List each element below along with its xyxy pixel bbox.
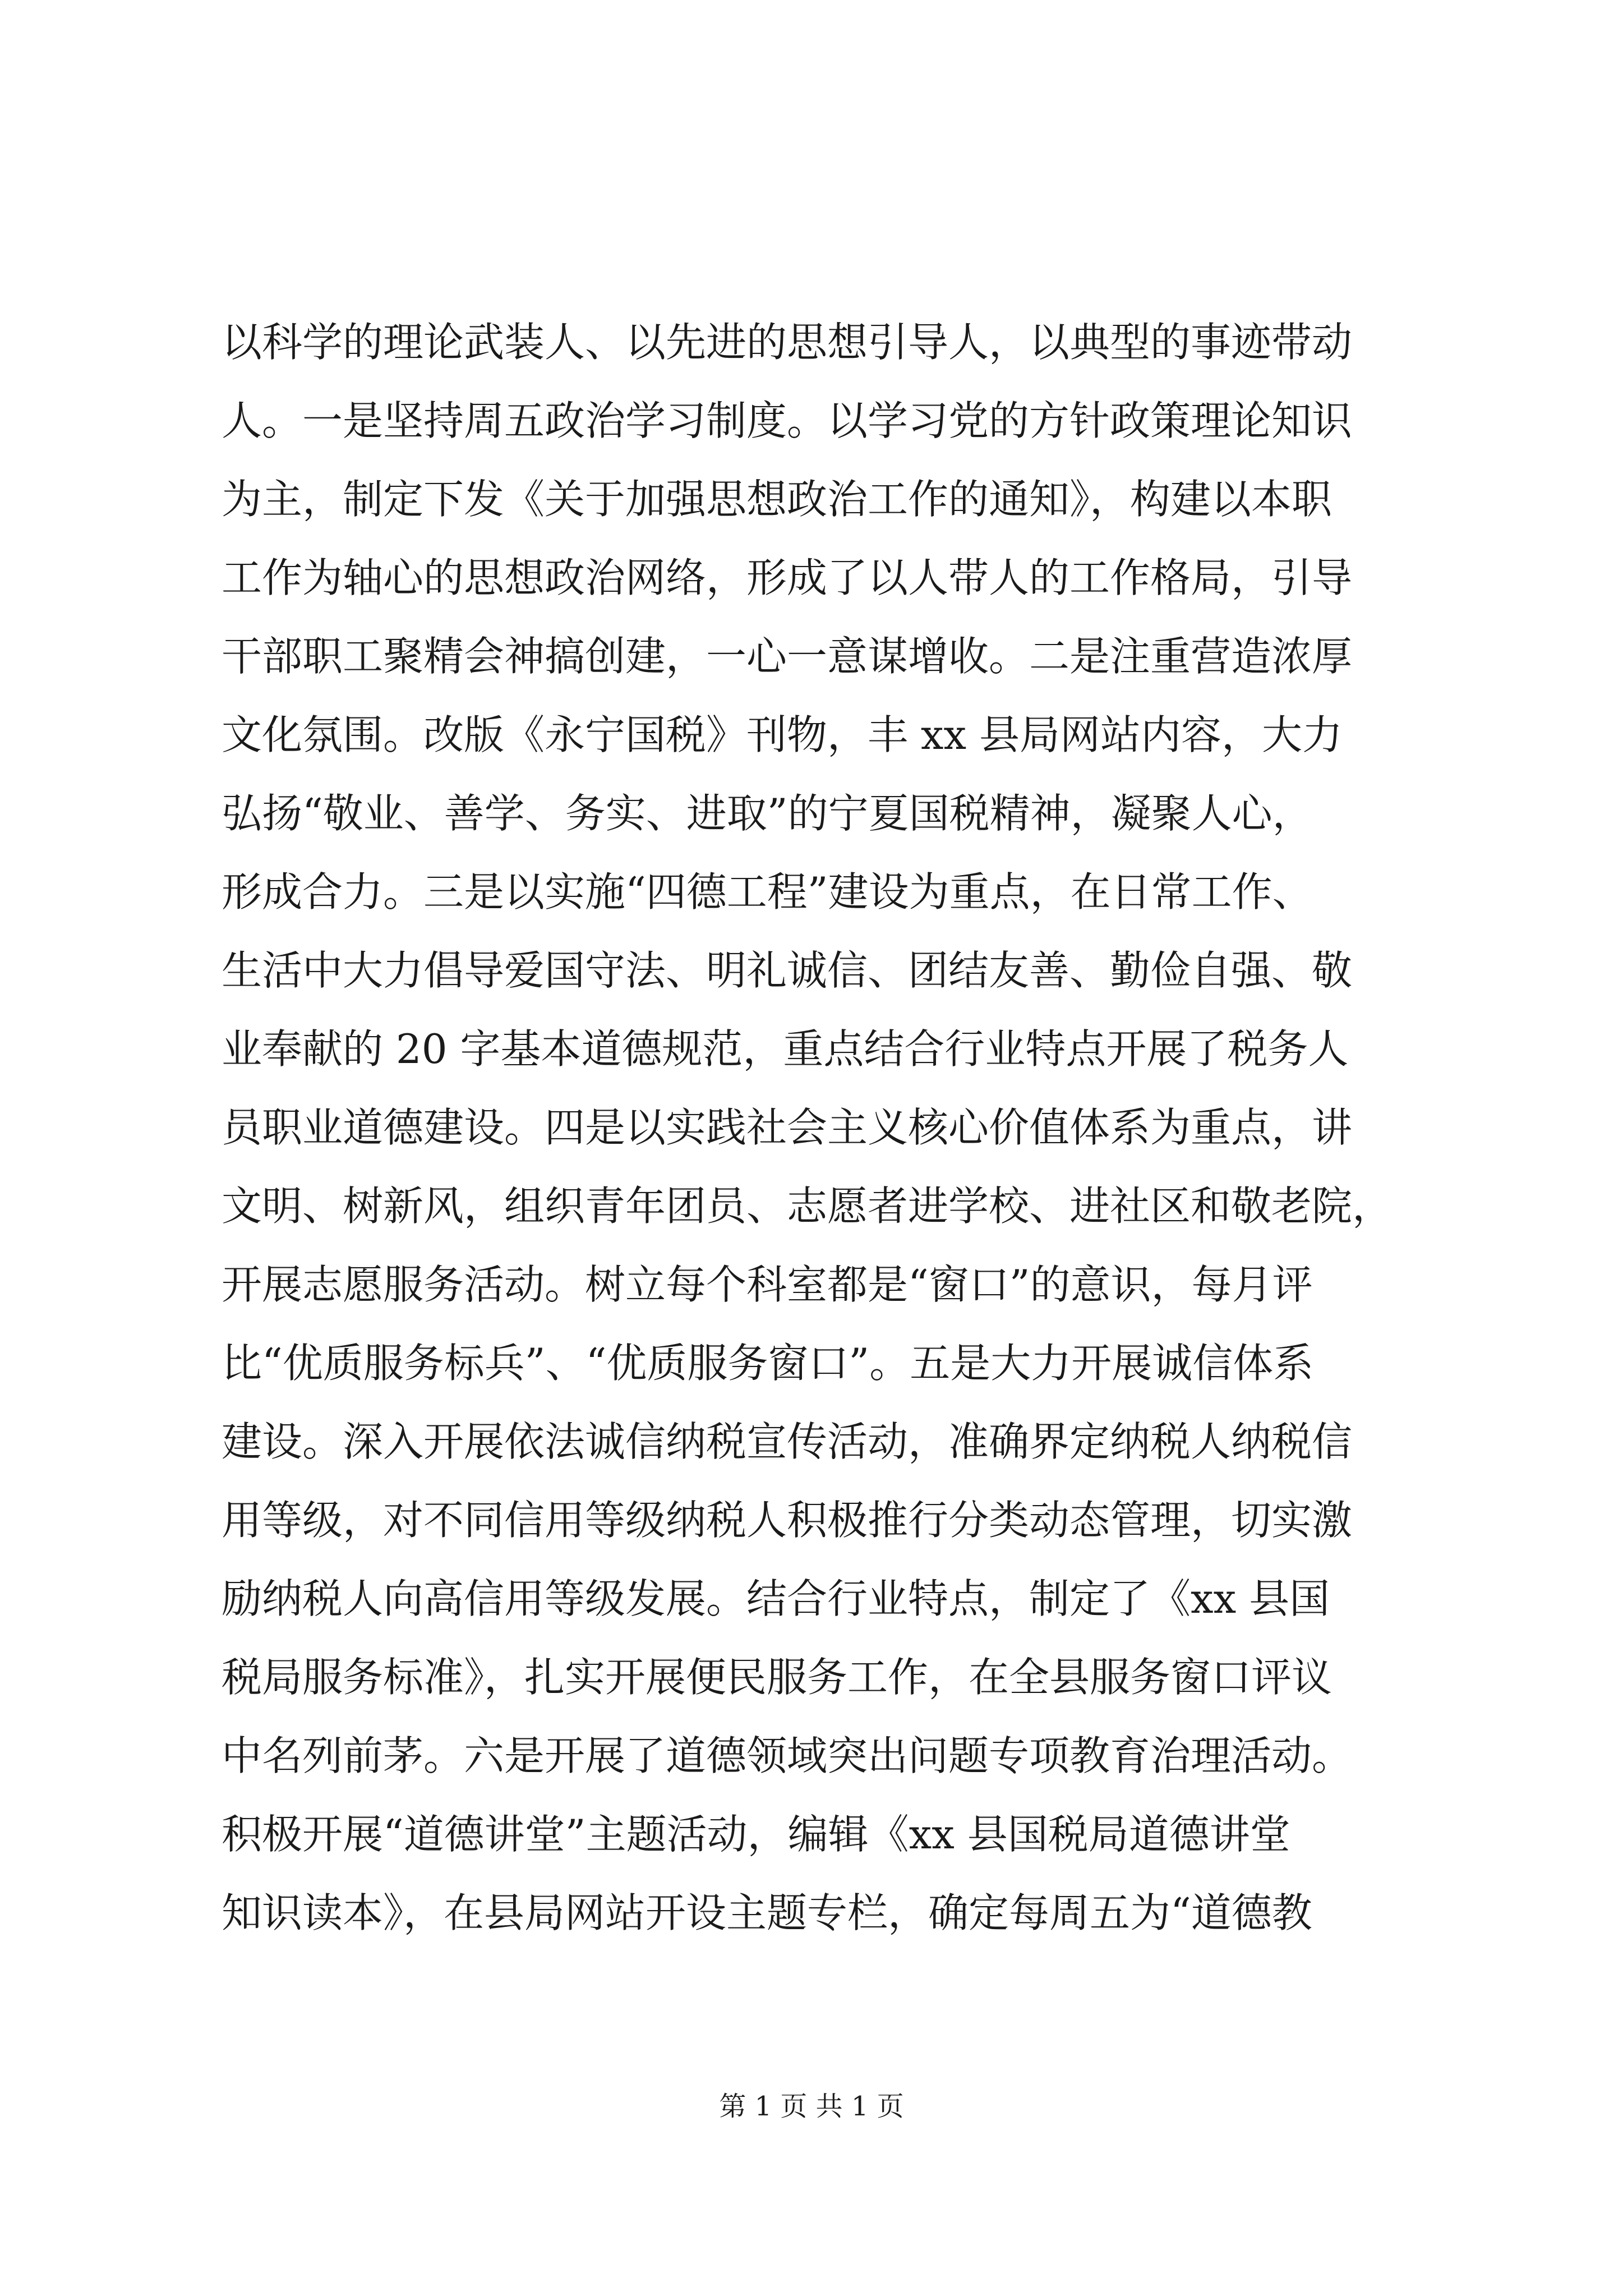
text-line: 税局服务标准》，扎实开展便民服务工作，在全县服务窗口评议: [222, 1654, 1332, 1701]
text-line: 干部职工聚精会神搞创建，一心一意谋增收。二是注重营造浓厚: [222, 633, 1353, 680]
text-line: 业奉献的 20 字基本道德规范，重点结合行业特点开展了税务人: [222, 1025, 1349, 1073]
text-line: 工作为轴心的思想政治网络，形成了以人带人的工作格局，引导: [222, 554, 1353, 601]
text-line: 用等级，对不同信用等级纳税人积极推行分类动态管理，切实激: [222, 1497, 1353, 1544]
text-line: 弘扬“敬业、善学、务实、进取”的宁夏国税精神，凝聚人心，: [222, 790, 1313, 837]
text-line: 开展志愿服务活动。树立每个科室都是“窗口”的意识，每月评: [222, 1261, 1313, 1308]
text-line: 知识读本》，在县局网站开设主题专栏，确定每周五为“道德教: [222, 1889, 1312, 1936]
text-line: 员职业道德建设。四是以实践社会主义核心价值体系为重点，讲: [222, 1104, 1353, 1151]
text-line: 文化氛围。改版《永宁国税》刊物，丰 xx 县局网站内容，大力: [222, 711, 1343, 758]
text-line: 积极开展“道德讲堂”主题活动，编辑《xx 县国税局道德讲堂: [222, 1811, 1290, 1858]
text-line: 人。一是坚持周五政治学习制度。以学习党的方针政策理论知识: [222, 397, 1353, 444]
text-line: 建设。深入开展依法诚信纳税宣传活动，准确界定纳税人纳税信: [222, 1418, 1353, 1465]
text-line: 生活中大力倡导爱国守法、明礼诚信、团结友善、勤俭自强、敬: [222, 947, 1353, 994]
text-line: 比“优质服务标兵”、“优质服务窗口”。五是大力开展诚信体系: [222, 1340, 1314, 1387]
text-line: 为主，制定下发《关于加强思想政治工作的通知》，构建以本职: [222, 476, 1332, 523]
page-footer: [0, 2090, 1623, 2123]
page-number-label: 第 1 页 共 1 页: [719, 2091, 904, 2122]
text-line: 励纳税人向高信用等级发展。结合行业特点，制定了《xx 县国: [222, 1575, 1330, 1622]
text-line: 以科学的理论武装人、以先进的思想引导人，以典型的事迹带动: [222, 319, 1353, 366]
text-line: 文明、树新风，组织青年团员、志愿者进学校、进社区和敬老院，: [222, 1182, 1393, 1230]
text-line: 中名列前茅。六是开展了道德领域突出问题专项教育治理活动。: [222, 1732, 1353, 1779]
text-line: 形成合力。三是以实施“四德工程”建设为重点，在日常工作、: [222, 868, 1313, 915]
body-paragraph: [222, 303, 1427, 1952]
